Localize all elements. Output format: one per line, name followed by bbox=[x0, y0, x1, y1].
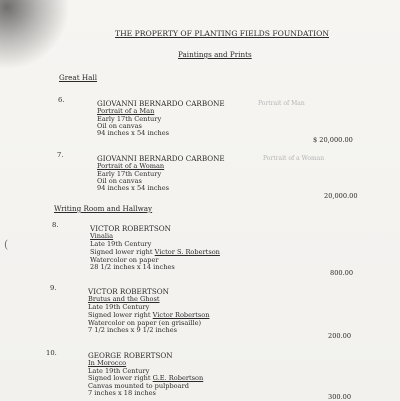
item-handwritten-annotation: Portrait of a Woman bbox=[263, 155, 325, 162]
item-dimensions: 28 1/2 inches x 14 inches bbox=[90, 263, 175, 271]
item-dimensions: 94 inches x 54 inches bbox=[97, 129, 170, 137]
item-price: 800.00 bbox=[330, 269, 354, 277]
item-price: $ 20,000.00 bbox=[313, 136, 353, 144]
item-number: 9. bbox=[50, 284, 57, 292]
signature-prefix: Signed lower right bbox=[88, 311, 153, 319]
item-signature-line bbox=[88, 375, 203, 382]
item-number: 7. bbox=[57, 151, 64, 159]
item-signature-line bbox=[90, 249, 220, 256]
item-artist: GIOVANNI BERNARDO CARBONE bbox=[97, 99, 225, 108]
section-heading-great-hall: Great Hall bbox=[59, 73, 98, 82]
item-price: 300.00 bbox=[328, 393, 352, 401]
item-artist: GEORGE ROBERTSON bbox=[88, 351, 173, 360]
binder-hole-mark: ( bbox=[4, 238, 9, 251]
item-number: 10. bbox=[46, 349, 57, 357]
item-title: Portrait of a Woman bbox=[97, 162, 165, 170]
item-date: Late 19th Century bbox=[88, 367, 150, 375]
item-medium: Oil on canvas bbox=[97, 177, 142, 185]
item-title: Portrait of a Man bbox=[97, 107, 155, 115]
item-date: Early 17th Century bbox=[97, 170, 162, 178]
item-date: Early 17th Century bbox=[97, 115, 162, 123]
item-title: Vinalia bbox=[90, 232, 114, 240]
item-date: Late 19th Century bbox=[90, 240, 152, 248]
document-title: THE PROPERTY OF PLANTING FIELDS FOUNDATION bbox=[115, 29, 329, 38]
item-dimensions: 7 inches x 18 inches bbox=[88, 389, 156, 397]
signature-prefix: Signed lower right bbox=[88, 374, 153, 382]
item-number: 6. bbox=[58, 96, 65, 104]
item-date: Late 19th Century bbox=[88, 303, 150, 311]
item-medium: Oil on canvas bbox=[97, 122, 142, 130]
item-number: 8. bbox=[52, 221, 59, 229]
item-handwritten-annotation: Portrait of Man bbox=[258, 100, 305, 107]
item-dimensions: 7 1/2 inches x 9 1/2 inches bbox=[88, 326, 178, 334]
scan-shadow bbox=[0, 0, 70, 70]
section-heading-writing-room: Writing Room and Hallway bbox=[54, 204, 153, 213]
item-medium: Canvas mounted to pulpboard bbox=[88, 382, 189, 390]
item-medium: Watercolor on paper bbox=[90, 256, 159, 264]
item-medium: Watercolor on paper (en grisaille) bbox=[88, 319, 202, 327]
item-artist: VICTOR ROBERTSON bbox=[88, 287, 169, 296]
document-subtitle: Paintings and Prints bbox=[178, 50, 252, 59]
signature-name: Victor Robertson bbox=[152, 311, 210, 319]
signature-name: G.E. Robertson bbox=[152, 374, 204, 382]
item-title: In Morocco bbox=[88, 359, 127, 367]
signature-prefix: Signed lower right bbox=[90, 248, 155, 256]
item-signature-line bbox=[88, 312, 209, 319]
item-artist: VICTOR ROBERTSON bbox=[90, 224, 171, 233]
item-artist: GIOVANNI BERNARDO CARBONE bbox=[97, 154, 225, 163]
item-dimensions: 94 inches x 54 inches bbox=[97, 184, 170, 192]
item-price: 200.00 bbox=[328, 332, 352, 340]
item-price: 20,000.00 bbox=[324, 192, 358, 200]
item-title: Brutus and the Ghost bbox=[88, 295, 160, 303]
signature-name: Victor S. Robertson bbox=[154, 248, 220, 256]
